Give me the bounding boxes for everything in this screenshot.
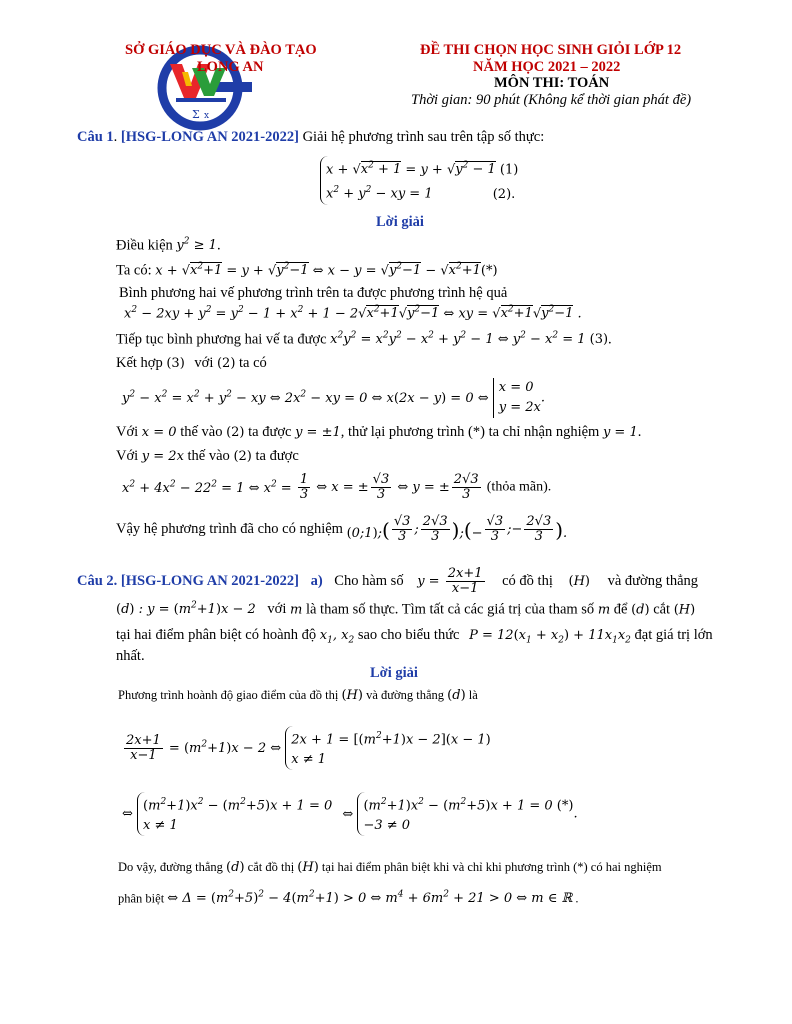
q2-sol-eq2: ⇔ $(m^2+1)x^2 - (m^2+5)x + 1 = 0$ x ≠ 1 ⇔ $(m^2+1)x^2 - (m^2+5)x + 1 = 0$ (*) −3 ≠ 0 .: [122, 792, 578, 836]
svg-text:x: x: [204, 111, 210, 121]
q1-solution-heading: Lời giải: [376, 214, 424, 230]
q1-label: Câu 1: [77, 129, 114, 145]
q1-line-square2: Tiếp tục bình phương hai vế ta được $x^2y^2 = x^2y^2 - x^2 + y^2 - 1$ ⇔ $y^2 - x^2 = 1$ (3).: [116, 331, 612, 348]
q2-p1b: có đồ thị: [502, 573, 553, 589]
q2-p1c: và đường thẳng: [607, 573, 699, 589]
q2-part: a): [310, 573, 323, 589]
exam-time: Thời gian: 90 phút (Không kể thời gian phát đề): [411, 92, 692, 108]
svg-text:Σ: Σ: [192, 108, 200, 121]
q1-case1-a: Với: [116, 424, 139, 440]
q2-sol-line4: Do vậy, đường thẳng (d) cắt đồ thị (H) tại hai điểm phân biệt khi và chỉ khi phương trình (*) có hai nghiệm: [118, 860, 662, 875]
q1-line-square-eq: $x^2 - 2xy + y^2 = y^2 - 1 + x^2 + 1 - 2√x^2+1√y^2-1$ ⇔ xy = $√x^2+1√y^2-1$ .: [124, 305, 582, 322]
q2-p2a: với: [267, 601, 287, 618]
org-line-2: LONG AN: [197, 59, 264, 75]
q1-line-condition: Điều kiện $y^2 \ge 1$.: [116, 237, 221, 254]
q2-p3a: tại hai điểm phân biệt có hoành độ: [116, 627, 317, 643]
q1-line-case2-eq: $x^2 + 4x^2 - 22^2 = 1$ ⇔ $x^2$ = $\frac{1}{3}$ ⇔ x = ± $\frac{√3}{3}$ ⇔ y = ± $\frac{2√3}{3}$ (thỏa mãn).: [122, 472, 552, 502]
q1-line-ta-co: Ta có: $x + √x^2+1 = y + √y^2-1$ ⇔ $x - y = √y^2-1 - √x^2+1(*)$: [116, 262, 498, 279]
q2-label: Câu 2.: [77, 573, 118, 589]
q1-system: $x + √x^2 + 1 = y + √y^2 - 1$ (1) $x^2 + y^2$ − xy = 1 (2).: [320, 156, 518, 205]
q1-combine-c: ta có: [239, 355, 267, 371]
q1-line-combine-eq: $y^2 - x^2 = x^2 + y^2$ − xy ⇔ $2x^2$ − xy = 0 ⇔ x(2x − y) = 0 ⇔ x = 0 y = 2x .: [122, 378, 545, 418]
q1-line-case1: Với x = 0 thế vào (2) ta được y = ±1, thử lại phương trình (*) ta chỉ nhận nghiệm y = 1.: [116, 424, 642, 440]
q1-conclusion-text: Vậy hệ phương trình đã cho có nghiệm: [116, 521, 343, 537]
q1-ta-co-text: Ta có:: [116, 262, 152, 279]
q2-s4c: tại hai điểm phân biệt khi và chỉ khi phương trình (*) có hai nghiệm: [321, 860, 662, 874]
q1-prompt: Giải hệ phương trình sau trên tập số thực:: [302, 129, 545, 145]
q2-s4a: Do vậy, đường thẳng: [118, 860, 223, 874]
q2-p2d: cắt: [653, 601, 671, 618]
q1-case2-b: thế vào: [187, 448, 230, 464]
subject: MÔN THI: TOÁN: [494, 75, 610, 91]
q2-p3c: đạt giá trị lớn: [634, 627, 713, 643]
q2-line1: Câu 2. [HSG-LONG AN 2021-2022] a) Cho hàm số y = $\frac{2x+1}{x-1}$ có đồ thị (H) và đường thẳng: [77, 566, 699, 596]
q2-s1a: Phương trình hoành độ giao điểm của đồ thị: [118, 688, 339, 702]
q2-p3b: sao cho biểu thức: [357, 627, 460, 643]
q2-sol-line1: Phương trình hoành độ giao điểm của đồ thị (H) và đường thẳng (d) là: [118, 688, 478, 703]
q2-line2: (d) : $y = (m^2+1)x - 2$ với m là tham số thực. Tìm tất cả các giá trị của tham số m để (d) cắt (H): [116, 601, 696, 618]
q1-case1-d: , thử lại phương trình (*) ta chỉ nhận nghiệm: [340, 424, 600, 440]
q1-condition-text: Điều kiện: [116, 237, 173, 254]
q1-header: Câu 1. [HSG-LONG AN 2021-2022] Giải hệ phương trình sau trên tập số thực:: [77, 129, 545, 145]
q1-tag: [HSG-LONG AN 2021-2022]: [120, 129, 299, 145]
q1-line-combine: Kết hợp (3) với (2) ta có: [116, 355, 267, 371]
q2-s4b: cắt đồ thị: [247, 860, 295, 874]
q1-combine-a: Kết hợp: [116, 355, 163, 371]
q2-p2c: để: [613, 601, 628, 618]
q1-case1-c: ta được: [248, 424, 292, 440]
q2-solution-heading: Lời giải: [370, 665, 418, 681]
q2-p2b: là tham số thực. Tìm tất cả các giá trị của tham số: [305, 601, 595, 618]
q2-tag: [HSG-LONG AN 2021-2022]: [120, 573, 299, 589]
q2-s5a: phân biệt: [118, 891, 165, 906]
exam-title: ĐỀ THI CHỌN HỌC SINH GIỎI LỚP 12: [420, 42, 682, 58]
q1-square2-text: Tiếp tục bình phương hai vế ta được: [116, 331, 327, 348]
q1-conclusion: Vậy hệ phương trình đã cho có nghiệm (0;1);( $\frac{√3}{3}$ ; $\frac{2√3}{3}$ );(− $\frac{√3}{3}$ ;− $\frac{2√3}{3}$ ).: [116, 514, 568, 544]
school-year: NĂM HỌC 2021 – 2022: [473, 59, 621, 75]
q2-s1c: là: [468, 688, 478, 702]
q2-line3: tại hai điểm phân biệt có hoành độ $x_1$, $x_2$ sao cho biểu thức $P = 12(x_1 + x_2) + 11x_1x_2$ đạt giá trị lớn: [116, 627, 713, 646]
q2-line4: nhất.: [116, 648, 145, 664]
q2-sol-line5: phân biệt ⇔ $\Delta = (m^2+5)^2 - 4(m^2+1) > 0$ ⇔ $m^4 + 6m^2 + 21 > 0$ ⇔ m ∈ ℝ .: [118, 890, 579, 907]
q2-sol-eq1: $\frac{2x+1}{x-1}$ = $(m^2+1)x - 2$ ⇔ $2x + 1 = [(m^2+1)x - 2](x - 1)$ x ≠ 1: [122, 726, 491, 770]
q2-s1b: và đường thẳng: [366, 688, 445, 702]
q1-line-case2: Với y = 2x thế vào (2) ta được: [116, 448, 299, 464]
q1-combine-b: với: [194, 355, 214, 371]
q1-case1-b: thế vào: [180, 424, 223, 440]
q1-satisfied-note: (thỏa mãn).: [486, 479, 552, 495]
q1-line-square: Bình phương hai vế phương trình trên ta được phương trình hệ quả: [119, 285, 508, 301]
q1-case2-c: ta được: [255, 448, 299, 464]
q2-p1a: Cho hàm số: [334, 573, 404, 589]
q1-case2-a: Với: [116, 448, 139, 464]
org-line-1: SỞ GIÁO DỤC VÀ ĐÀO TẠO: [125, 42, 317, 58]
